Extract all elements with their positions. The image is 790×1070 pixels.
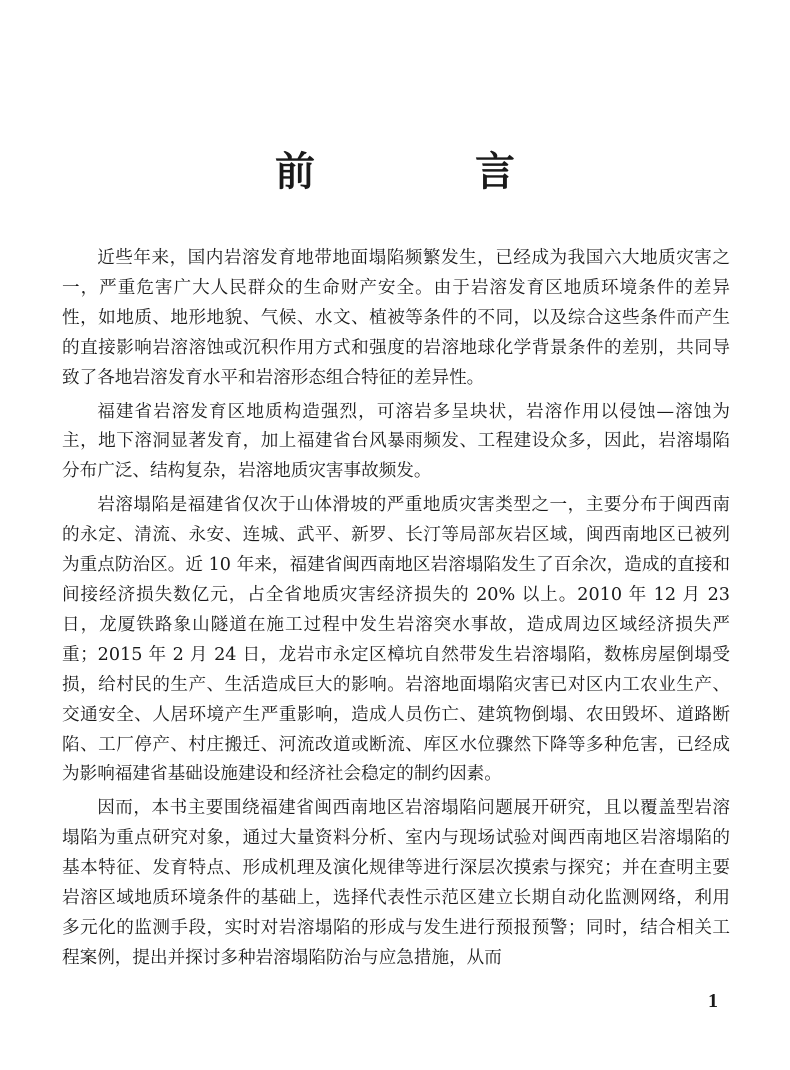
paragraph-1: 近些年来，国内岩溶发育地带地面塌陷频繁发生，已经成为我国六大地质灾害之一，严重危害广大人民群众的生命财产安全。由于岩溶发育区地质环境条件的差异性，如地质、地形地貌、气候、水文、植被等条件的不同，以及综合这些条件而产生的直接影响岩溶溶蚀或沉积作用方式和强度的岩溶地球化学背景条件的差别，共同导致了各地岩溶发育水平和岩溶形态组合特征的差异性。 [62,248,730,388]
page-title: 前 言 [275,149,575,195]
preface-body [62,244,730,978]
paragraph-3: 岩溶塌陷是福建省仅次于山体滑坡的严重地质灾害类型之一，主要分布于闽西南的永定、清流、永安、连城、武平、新罗、长汀等局部灰岩区域，闽西南地区已被列为重点防治区。近 10 年来，福建省闽西南地区岩溶塌陷发生了百余次，造成的直接和间接经济损失数亿元，占全省地质灾害经济损失的 20% 以上。2010 年 12 月 23 日，龙厦铁路象山隧道在施工过程中发生岩溶突水事故，造成周边区域经济损失严重；2015 年 2 月 24 日，龙岩市永定区樟坑自然带发生岩溶塌陷，数栋房屋倒塌受损，给村民的生产、生活造成巨大的影响。岩溶地面塌陷灾害已对区内工农业生产、交通安全、人居环境产生严重影响，造成人员伤亡、建筑物倒塌、农田毁坏、道路断陷、工厂停产、村庄搬迁、河流改道或断流、库区水位骤然下降等多种危害，已经成为影响福建省基础设施建设和经济社会稳定的制约因素。 [62,495,730,785]
paragraph-2: 福建省岩溶发育区地质构造强烈，可溶岩多呈块状，岩溶作用以侵蚀—溶蚀为主，地下溶洞显著发育，加上福建省台风暴雨频发、工程建设众多，因此，岩溶塌陷分布广泛、结构复杂，岩溶地质灾害事故频发。 [62,401,730,482]
paragraph-4: 因而，本书主要围绕福建省闽西南地区岩溶塌陷问题展开研究，且以覆盖型岩溶塌陷为重点研究对象，通过大量资料分析、室内与现场试验对闽西南地区岩溶塌陷的基本特征、发育特点、形成机理及演化规律等进行深层次摸索与探究；并在查明主要岩溶区域地质环境条件的基础上，选择代表性示范区建立长期自动化监测网络，利用多元化的监测手段，实时对岩溶塌陷的形成与发生进行预报预警；同时，结合相关工程案例，提出并探讨多种岩溶塌陷防治与应急措施，从而 [62,798,730,968]
page-number: 1 [708,990,718,1012]
